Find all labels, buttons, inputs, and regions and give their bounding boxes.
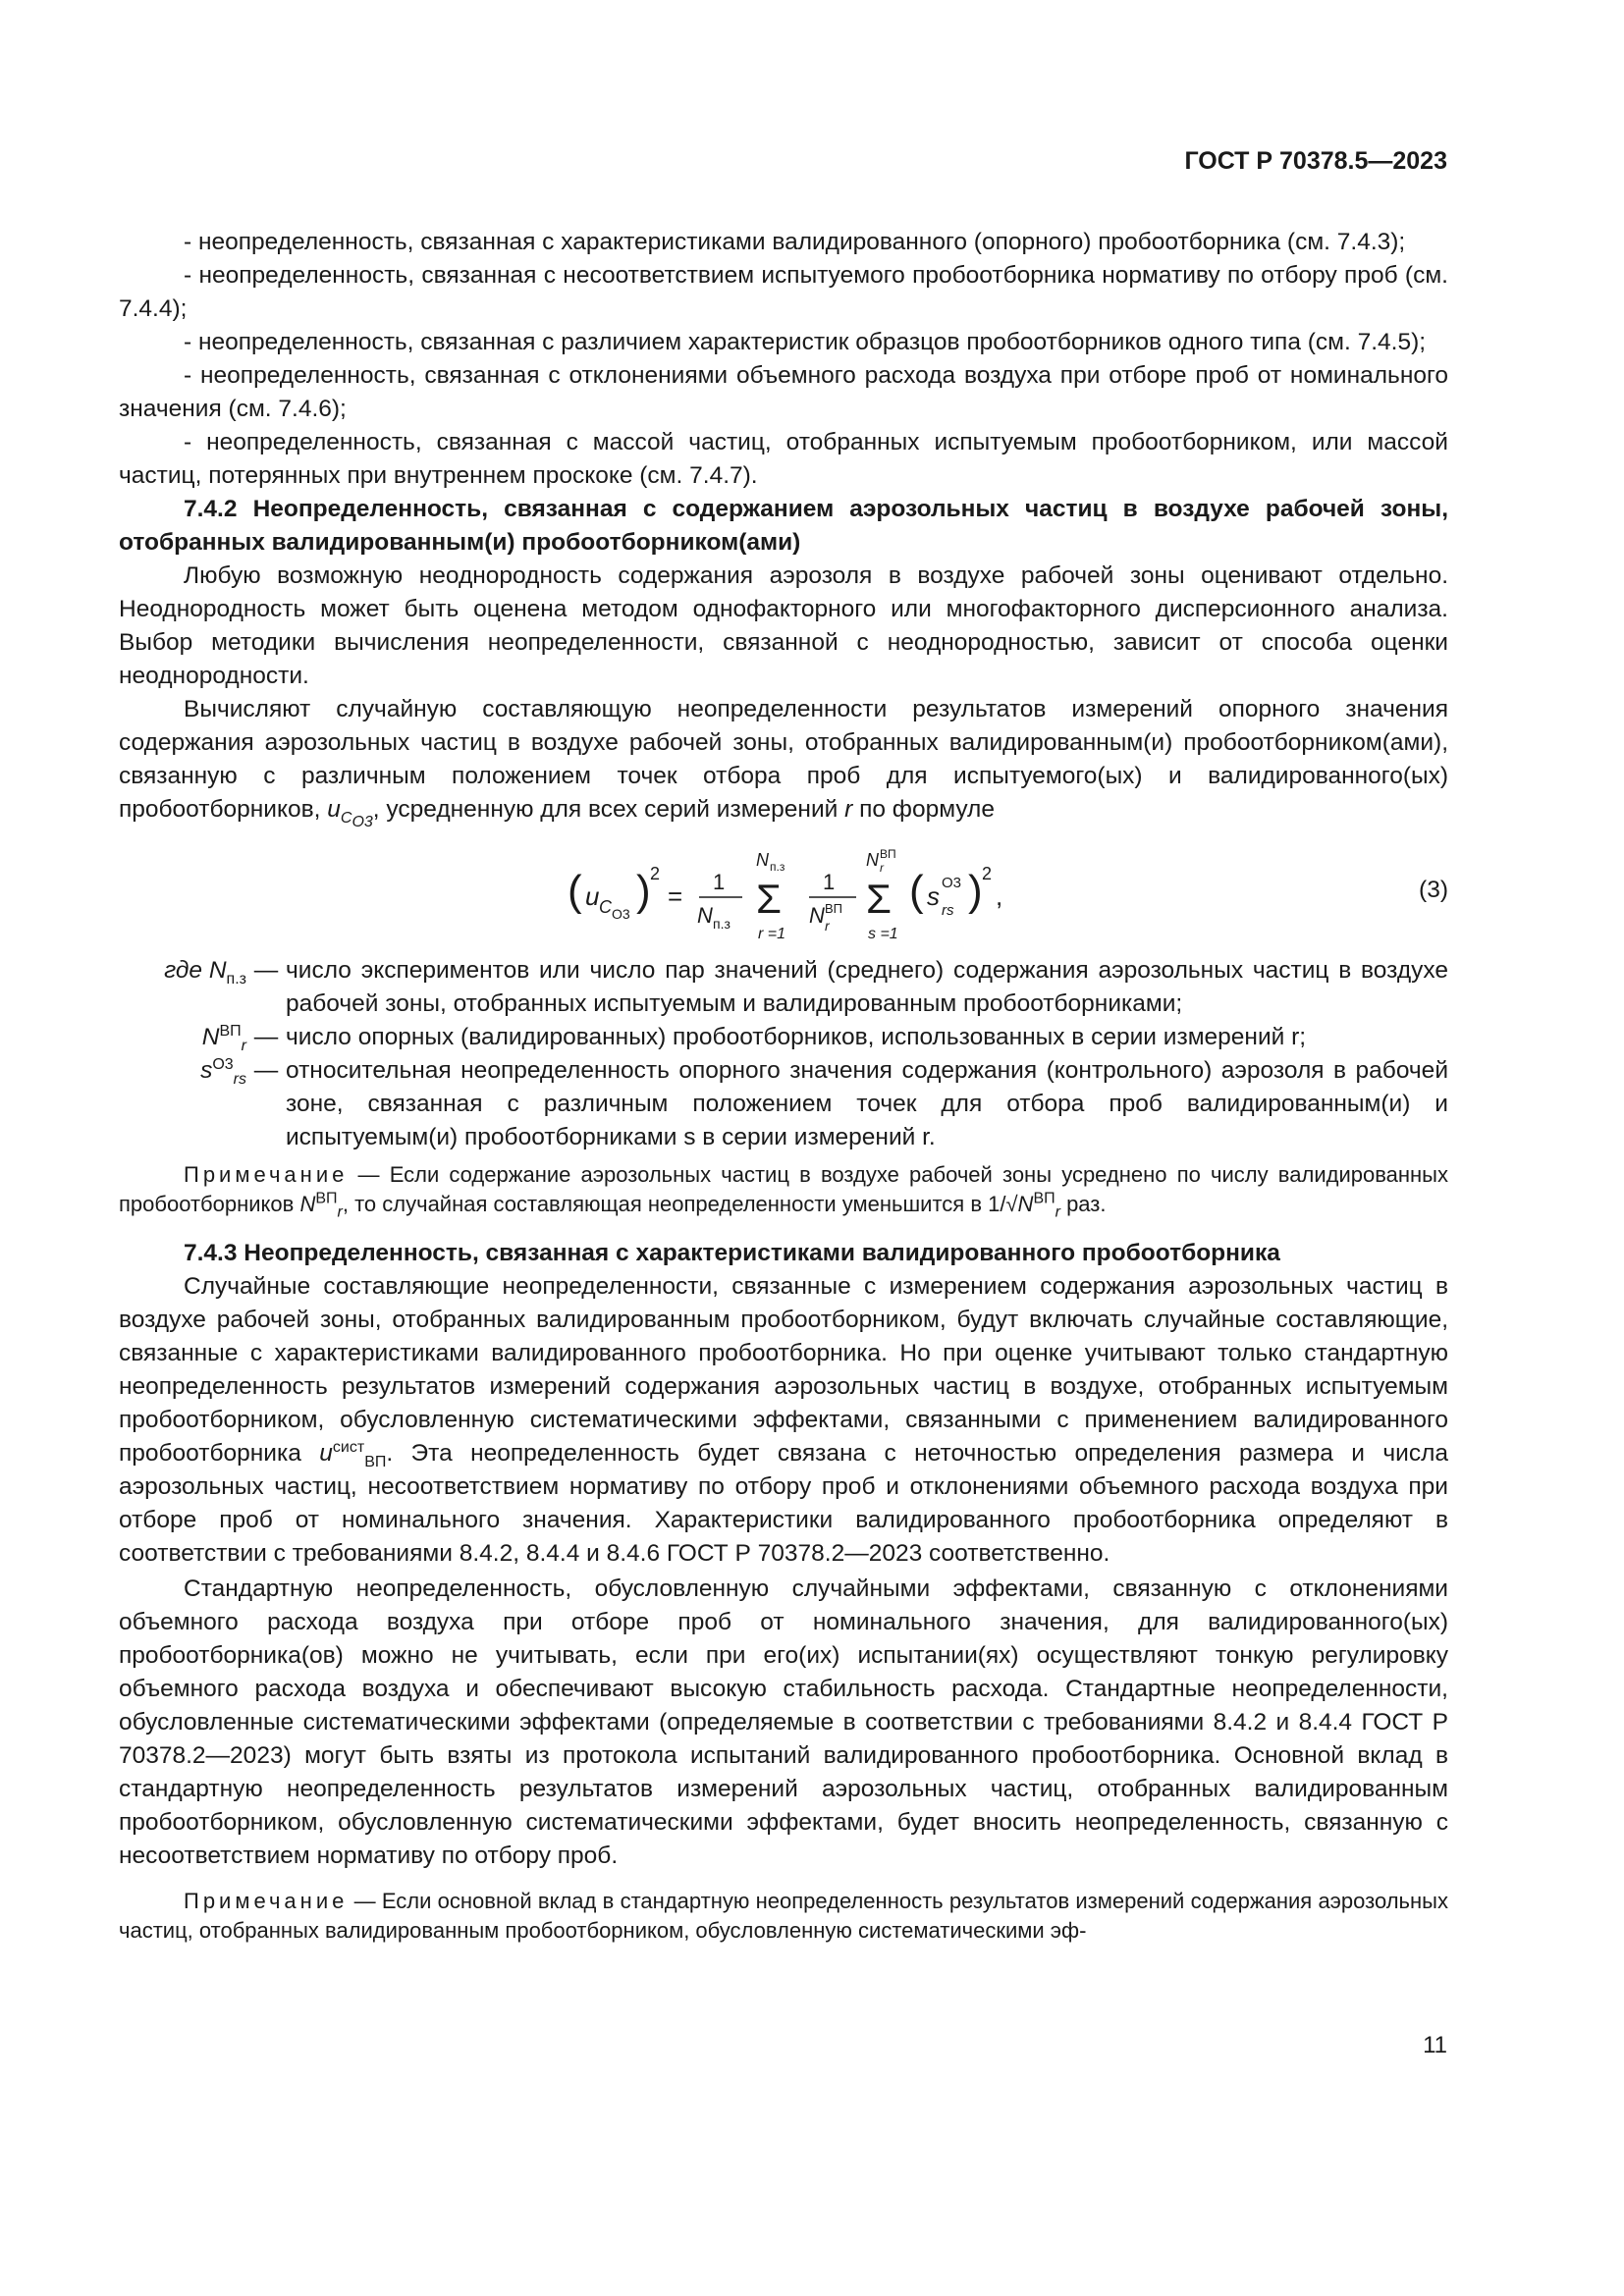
where-dash: —	[253, 1057, 279, 1084]
fraction-denominator: N	[697, 903, 713, 928]
section-heading-7-4-2: 7.4.2 Неопределенность, связанная с содержанием аэрозольных частиц в воздухе рабочей зоны, отобранных валидированным(и) пробоотборником(ами)	[119, 496, 1448, 556]
formula-expression	[566, 844, 1115, 946]
sum-upper-n: N	[756, 850, 769, 870]
note-text: раз.	[1066, 1192, 1107, 1216]
exponent-2: 2	[650, 864, 661, 883]
bullet-item: - неопределенность, связанная с массой частиц, отобранных испытуемым пробоотборником, или массой частиц, потерянных при внутреннем проскоке (см. 7.4.7).	[119, 429, 1448, 489]
sum-lower-r: r =1	[758, 926, 786, 942]
sum2-upper-sup: ВП	[880, 847, 896, 861]
note-symbol-n: N	[299, 1192, 316, 1216]
bullet-item: - неопределенность, связанная с характеристиками валидированного (опорного) пробоотборника (см. 7.4.3);	[184, 229, 1406, 255]
note-7-4-2	[119, 1160, 1448, 1219]
note-symbol-n2: N	[1017, 1192, 1034, 1216]
fraction2-denominator-sub: r	[825, 918, 830, 934]
formula-u: u	[585, 881, 600, 911]
symbol-o3: О3	[352, 814, 373, 831]
paragraph-text: по формуле	[859, 796, 995, 823]
note-text: , то случайная составляющая неопределенности уменьшится в 1/√	[342, 1192, 1018, 1216]
fraction-numerator: 1	[713, 870, 726, 894]
paragraph-text: . Эта неопределенность будет связана с неточностью определения размера и числа аэрозольных частиц, несоответствием нормативу по отбору проб и отклонениями объемного расхода воздуха при отборе проб от номинального значения. Характеристики валидированного пробоотборника определяют в соответствии с требованиями 8.4.2, 8.4.4 и 8.4.6 ГОСТ Р 70378.2—2023 соответственно.	[119, 1440, 1449, 1567]
sum2-upper-n: N	[866, 850, 879, 870]
where-definition: число опорных (валидированных) пробоотборников, использованных в серии измерений r;	[286, 1024, 1307, 1050]
where-symbol-sub: п.з	[226, 970, 246, 988]
fraction2-denominator-sup: ВП	[825, 901, 843, 916]
bullet-item: - неопределенность, связанная с отклонениями объемного расхода воздуха при отборе проб от номинального значения (см. 7.4.6);	[119, 362, 1448, 422]
spacer	[119, 1219, 1448, 1237]
formula-comma: ,	[996, 881, 1003, 911]
note-7-4-3	[119, 1887, 1448, 1946]
note-text: — Если основной вклад в стандартную неопределенность результатов измерений содержания аэрозольных частиц, отобранных валидированным пробоотборником, обусловленную систематическими эф-	[119, 1889, 1448, 1943]
note-label: Примечание	[184, 1889, 349, 1913]
where-symbol-main: N	[201, 1024, 220, 1050]
formula-c: C	[599, 897, 612, 917]
where-dash: —	[253, 1024, 279, 1050]
symbol-u: u	[327, 796, 341, 823]
paragraph: Любую возможную неоднородность содержания аэрозоля в воздухе рабочей зоны оценивают отдельно. Неоднородность может быть оценена методом однофакторного или многофакторного дисперсионного анализа. Выбор методики вычисления неопределенности, связанной с неоднородностью, зависит от способа оценки неоднородности.	[119, 562, 1448, 689]
sum-symbol-s: Σ	[866, 876, 892, 922]
note-symbol2-sub: r	[1055, 1203, 1060, 1221]
formula-s-sub: rs	[942, 902, 954, 919]
where-symbol	[119, 954, 246, 1021]
paragraph	[119, 1270, 1448, 1571]
paren2-open: (	[909, 867, 924, 915]
sum2-upper-sub: r	[880, 861, 884, 875]
where-symbol-sub: rs	[233, 1070, 246, 1088]
where-symbol-sub: r	[241, 1037, 246, 1054]
formula-3	[119, 838, 1448, 948]
note-symbol-sub: r	[337, 1203, 343, 1221]
document-body	[119, 226, 1448, 1946]
where-symbol	[119, 1054, 246, 1154]
where-symbol	[119, 1021, 246, 1054]
formula-o3: О3	[612, 906, 630, 922]
equals-sign: =	[668, 881, 683, 911]
paragraph-text: Случайные составляющие неопределенности, связанные с измерением содержания аэрозольных частиц в воздухе рабочей зоны, отобранных валидированным пробоотборником, будут включать случайные составляющие, связанные с характеристиками валидированного пробоотборника. Но при оценке учитывают только стандартную неопределенность результатов измерений содержания аэрозольных частиц в воздухе, отобранных испытуемым пробоотборником, обусловленную систематическими эффектами, связанными с применением валидированного пробоотборника	[119, 1273, 1448, 1467]
symbol-u-sist-sub: ВП	[364, 1453, 387, 1470]
sum-lower-s: s =1	[868, 926, 898, 942]
page-number: 11	[1423, 2032, 1447, 2058]
symbol-u-sist-sup: сист	[332, 1438, 365, 1456]
where-dash: —	[253, 957, 279, 984]
paren-open: (	[568, 867, 582, 915]
where-symbol-sup: О3	[212, 1055, 234, 1073]
formula-s: s	[927, 881, 940, 911]
fraction2-denominator: N	[809, 903, 825, 928]
document-header: ГОСТ Р 70378.5—2023	[1184, 147, 1447, 175]
formula-number: (3)	[1419, 877, 1448, 903]
paragraph-text: Вычисляют случайную составляющую неопределенности результатов измерений опорного значения содержания аэрозольных частиц в воздухе рабочей зоны, отобранных валидированным(и) пробоотборником(ами), связанную с различным положением точек отбора проб для испытуемого(ых) и валидированного(ых) пробоотборников,	[119, 696, 1448, 823]
paren-close: )	[636, 867, 651, 915]
note-label: Примечание	[184, 1162, 349, 1187]
note-symbol2-sup: ВП	[1033, 1190, 1056, 1207]
note-text: — Если содержание аэрозольных частиц в воздухе рабочей зоны усреднено по числу валидированных пробоотборников	[119, 1162, 1448, 1216]
note-symbol-sup: ВП	[315, 1190, 338, 1207]
formula-s-sup: О3	[942, 875, 962, 891]
fraction2-numerator: 1	[823, 870, 836, 894]
symbol-c: C	[340, 809, 352, 827]
where-symbol-sup: ВП	[219, 1022, 242, 1040]
where-definition: относительная неопределенность опорного значения содержания (контрольного) аэрозоля в рабочей зоне, связанная с различным положением точек для отбора проб валидированным(и) и испытуемым(и) пробоотборниками s в серии измерений r.	[286, 1057, 1448, 1150]
where-symbol-main: s	[200, 1057, 213, 1084]
symbol-u-sist: u	[319, 1440, 333, 1467]
fraction-denominator-sub: п.з	[713, 916, 731, 932]
paragraph	[119, 693, 1448, 831]
sum-symbol-r: Σ	[756, 876, 782, 922]
exponent2-2: 2	[982, 864, 993, 883]
bullet-item: - неопределенность, связанная с различием характеристик образцов пробоотборников одного типа (см. 7.4.5);	[184, 329, 1427, 355]
bullet-item: - неопределенность, связанная с несоответствием испытуемого пробоотборника нормативу по отбору проб (см. 7.4.4);	[119, 262, 1448, 322]
section-heading-7-4-3: 7.4.3 Неопределенность, связанная с характеристиками валидированного пробоотборника	[184, 1240, 1280, 1266]
paren2-close: )	[968, 867, 983, 915]
paragraph-text: , усредненную для всех серий измерений	[372, 796, 839, 823]
where-list	[119, 954, 1448, 1154]
variable-r: r	[844, 796, 853, 823]
paragraph: Стандартную неопределенность, обусловленную случайными эффектами, связанную с отклонениями объемного расхода воздуха при отборе проб от номинального значения, для валидированного(ых) пробоотборника(ов) можно не учитывать, если при его(их) испытании(ях) осуществляют тонкую регулировку объемного расхода воздуха и обеспечивают высокую стабильность расхода. Стандартные неопределенности, обусловленные систематическими эффектами (определяемые в соответствии с требованиями 8.4.2 и 8.4.4 ГОСТ Р 70378.2—2023) могут быть взяты из протокола испытаний валидированного пробоотборника. Основной вклад в стандартную неопределенность результатов измерений аэрозольных частиц, отобранных валидированным пробоотборником, обусловленную систематическими эффектами, будет вносить неопределенность, связанную с несоответствием нормативу по отбору проб.	[119, 1575, 1448, 1869]
where-definition: число экспериментов или число пар значений (среднего) содержания аэрозольных частиц в воздухе рабочей зоны, отобранных испытуемым и валидированным пробоотборниками;	[286, 957, 1448, 1017]
sum-upper-n-sub: п.з	[770, 860, 785, 874]
where-symbol-main: где N	[164, 957, 227, 984]
